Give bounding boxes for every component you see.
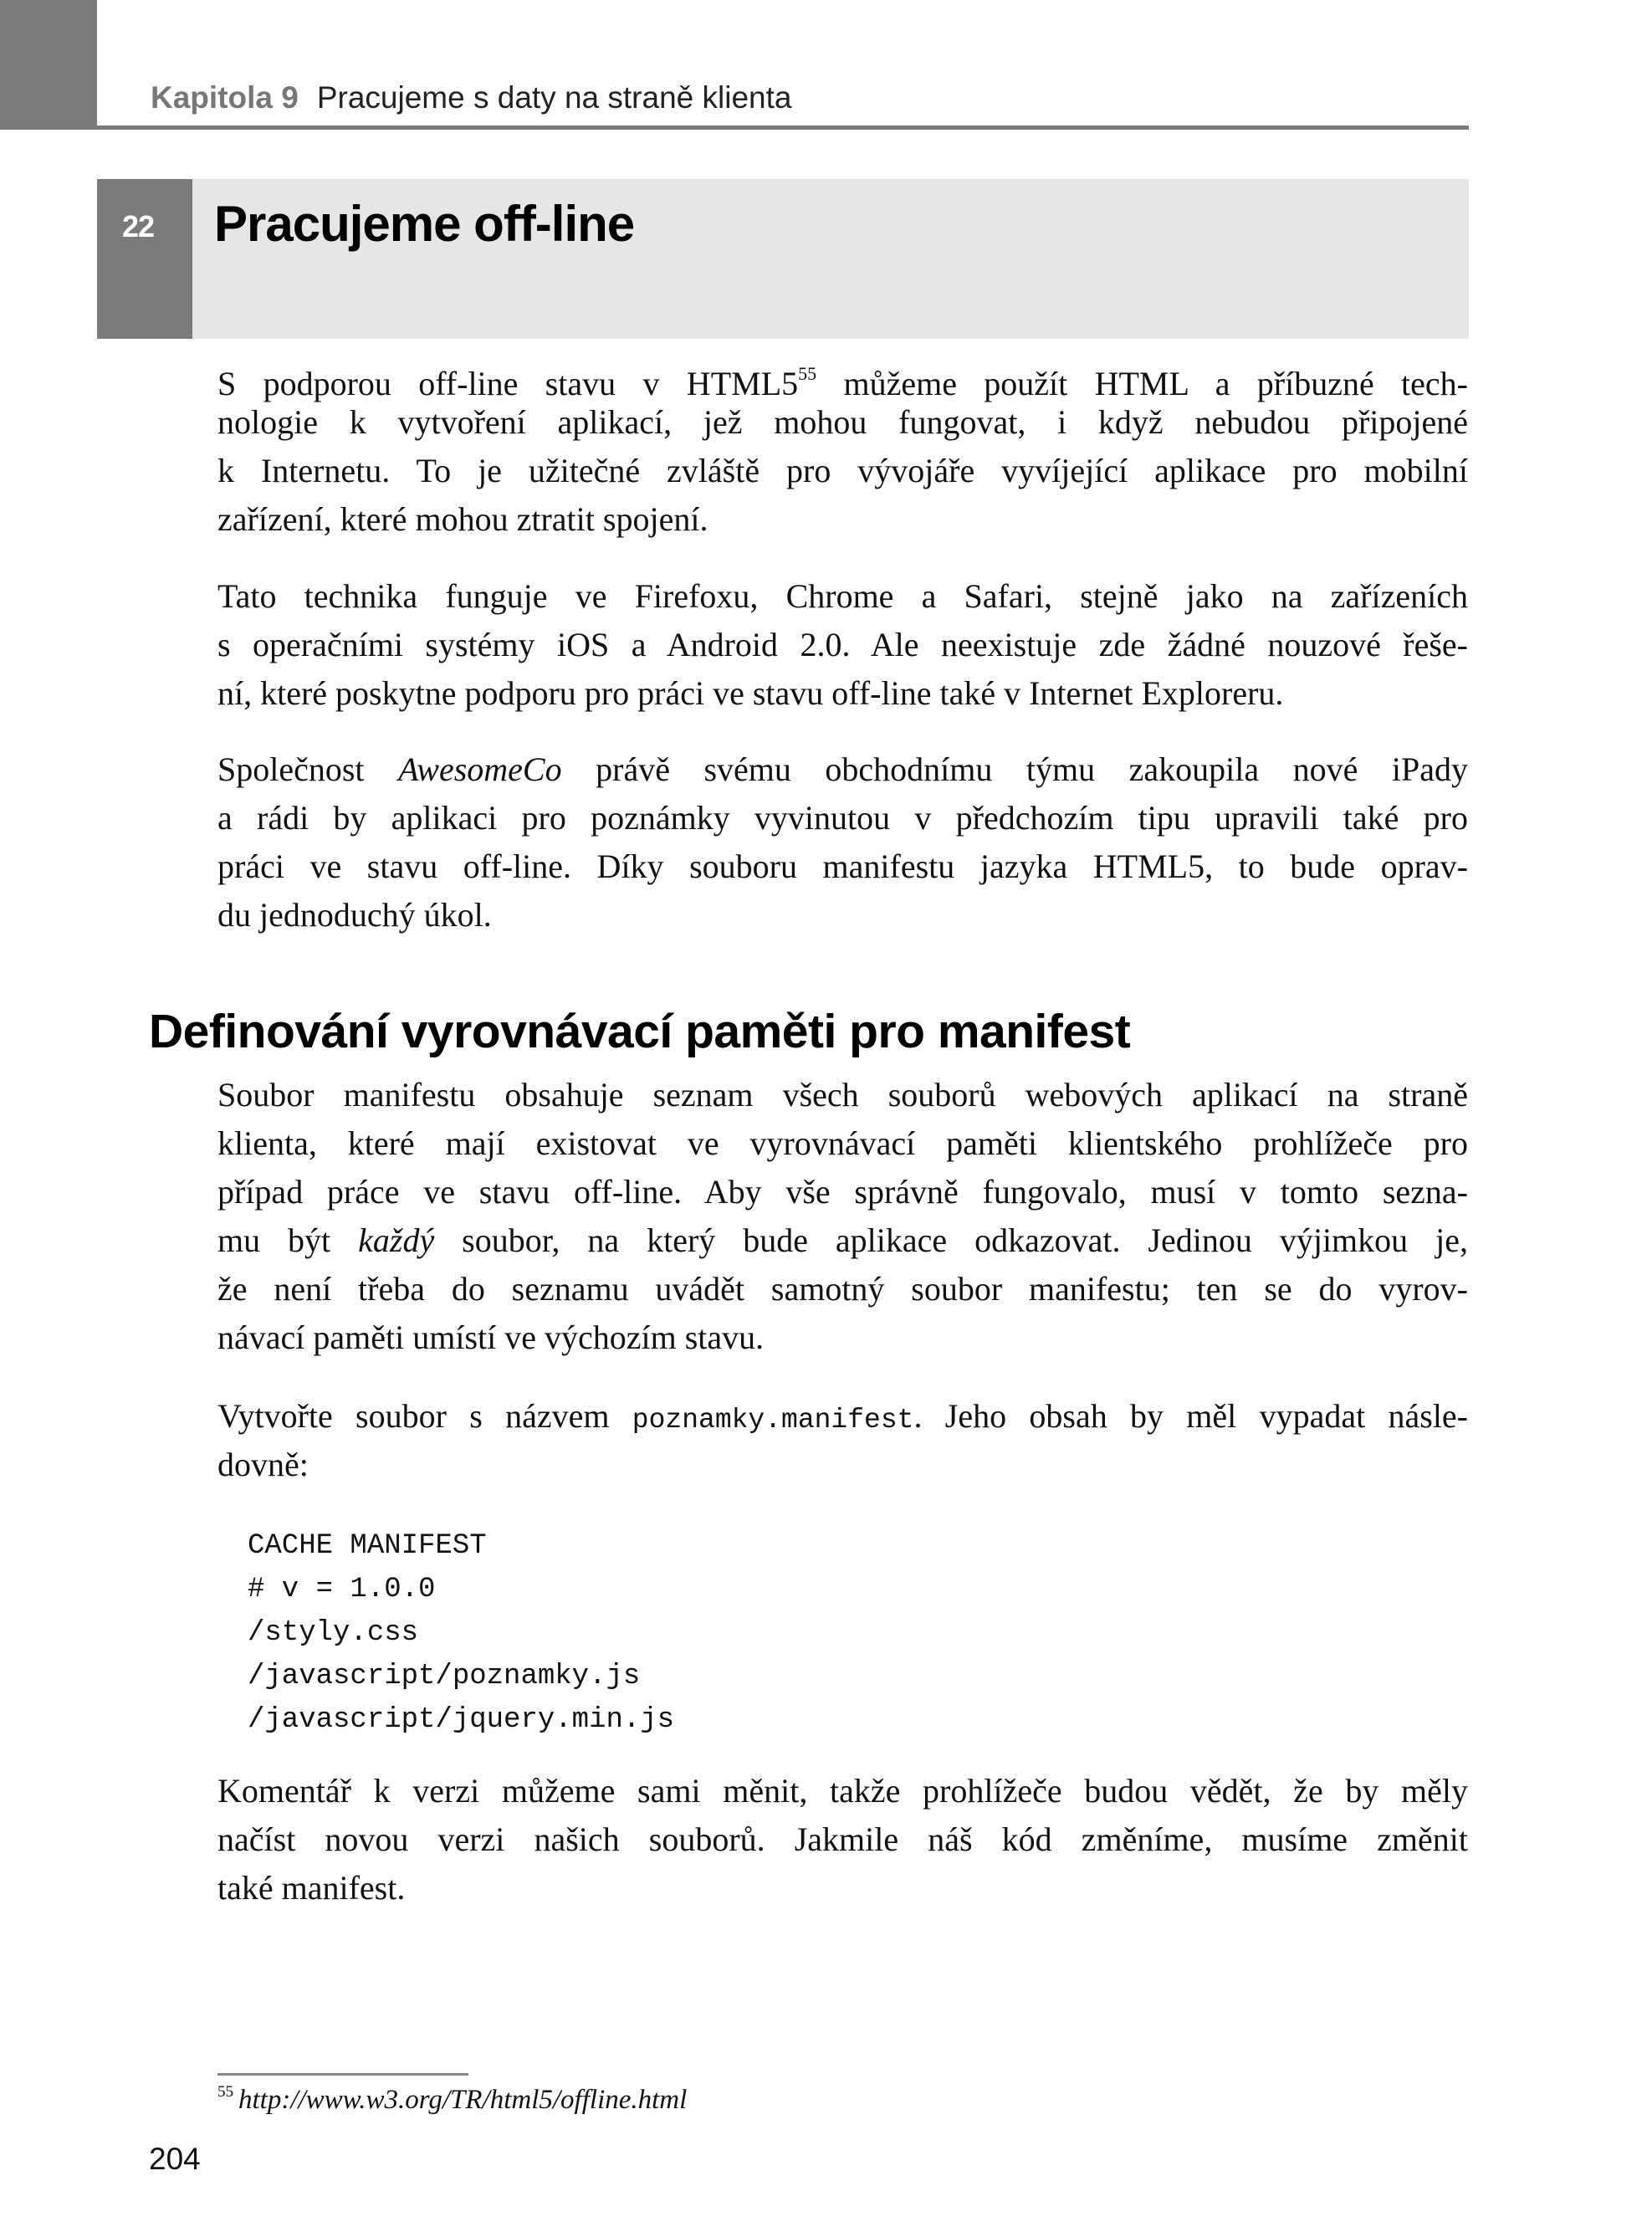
text-segment: du jednoduchý úkol. <box>217 896 492 934</box>
text-line <box>217 1265 1468 1313</box>
text-line <box>217 350 1468 402</box>
code-line: /javascript/poznamky.js <box>248 1661 641 1692</box>
text-segment: mu být <box>217 1221 359 1259</box>
code-line: /styly.css <box>248 1617 419 1649</box>
text-line <box>217 1392 1468 1441</box>
text-segment: S podporou off-line stavu v HTML5 <box>217 365 799 402</box>
text-line <box>217 1815 1468 1864</box>
text-segment: k Internetu. To je užitečné zvláště pro vývojáře vyvíjející aplikace pro mobilní <box>217 452 1468 489</box>
header-rule <box>97 125 1469 130</box>
paragraph <box>217 1071 1468 1362</box>
text-line <box>217 1216 1468 1265</box>
text-line <box>217 891 1468 939</box>
text-segment: můžeme použít HTML a příbuzné tech- <box>816 365 1468 402</box>
tip-title-box <box>97 179 1469 339</box>
text-segment: klienta, které mají existovat ve vyrovnávací paměti klientského prohlížeče pro <box>217 1124 1468 1162</box>
text-line <box>217 794 1468 842</box>
running-header <box>151 80 791 115</box>
code-block <box>248 1524 674 1742</box>
text-line <box>217 1071 1468 1119</box>
footnote-link[interactable]: http://www.w3.org/TR/html5/offline.html <box>238 2085 688 2115</box>
text-segment: Komentář k verzi můžeme sami měnit, takže prohlížeče budou vědět, že by měly <box>217 1772 1468 1810</box>
tip-number: 22 <box>122 209 155 243</box>
inline-code: poznamky.manifest <box>632 1405 914 1436</box>
paragraph <box>217 745 1468 939</box>
footnote-rule <box>217 2073 468 2076</box>
text-line <box>217 1441 1468 1489</box>
text-line <box>217 669 1468 718</box>
text-segment: návací paměti umístí ve výchozím stavu. <box>217 1318 765 1356</box>
text-line <box>217 745 1468 794</box>
text-line <box>217 1767 1468 1815</box>
chapter-title: Pracujeme s daty na straně klienta <box>316 80 792 115</box>
text-segment: že není třeba do seznamu uvádět samotný soubor manifestu; ten se do vyrov- <box>217 1270 1468 1308</box>
footnote-ref: 55 <box>798 363 817 384</box>
text-segment: s operačními systémy iOS a Android 2.0. Ale neexistuje zde žádné nouzové řeše- <box>217 626 1468 663</box>
tip-number-block <box>97 179 192 339</box>
text-segment: dovně: <box>217 1446 309 1483</box>
page-title: Pracujeme off-line <box>214 196 635 252</box>
code-line: # v = 1.0.0 <box>248 1574 436 1605</box>
paragraph <box>217 572 1468 718</box>
section-heading: Definování vyrovnávací paměti pro manifest <box>149 1005 1131 1058</box>
text-segment: Tato technika funguje ve Firefoxu, Chrome a Safari, stejně jako na zařízeních <box>217 577 1468 615</box>
text-line <box>217 1119 1468 1168</box>
text-line <box>217 842 1468 891</box>
text-segment: Vytvořte soubor s názvem <box>217 1397 632 1435</box>
code-line: /javascript/jquery.min.js <box>248 1704 675 1736</box>
text-segment: právě svému obchodnímu týmu zakoupila nové iPady <box>561 750 1469 788</box>
text-segment: Soubor manifestu obsahuje seznam všech souborů webových aplikací na straně <box>217 1076 1468 1114</box>
text-line <box>217 1864 1468 1912</box>
emphasis-text: AwesomeCo <box>398 750 562 788</box>
text-segment: nologie k vytvoření aplikací, jež mohou fungovat, i když nebudou připojené <box>217 403 1468 441</box>
chapter-number: Kapitola 9 <box>151 80 299 115</box>
page-number: 204 <box>149 2142 201 2176</box>
text-line <box>217 398 1468 447</box>
paragraph <box>217 350 1468 544</box>
text-segment: načíst novou verzi našich souborů. Jakmile náš kód změníme, musíme změnit <box>217 1820 1468 1858</box>
text-line <box>217 572 1468 621</box>
text-line <box>217 495 1468 544</box>
text-segment: také manifest. <box>217 1869 406 1907</box>
text-segment: případ práce ve stavu off-line. Aby vše správně fungovalo, musí v tomto sezna- <box>217 1173 1468 1211</box>
text-segment: ní, které poskytne podporu pro práci ve stavu off-line také v Internet Exploreru. <box>217 674 1284 712</box>
chapter-tab-bar <box>0 0 97 130</box>
paragraph <box>217 1392 1468 1489</box>
text-line <box>217 1313 1468 1362</box>
text-line <box>217 1168 1468 1216</box>
footnote-number: 55 <box>217 2083 233 2101</box>
code-line: CACHE MANIFEST <box>248 1530 487 1562</box>
emphasis-text: každý <box>358 1221 435 1259</box>
text-line <box>217 447 1468 495</box>
footnote <box>217 2083 687 2116</box>
text-line <box>217 621 1468 669</box>
text-segment: zařízení, které mohou ztratit spojení. <box>217 500 708 538</box>
paragraph <box>217 1767 1468 1912</box>
text-segment: práci ve stavu off-line. Díky souboru manifestu jazyka HTML5, to bude oprav- <box>217 847 1468 885</box>
text-segment: a rádi by aplikaci pro poznámky vyvinutou v předchozím tipu upravili také pro <box>217 799 1468 837</box>
text-segment: . Jeho obsah by měl vypadat násle- <box>913 1397 1469 1435</box>
text-segment: soubor, na který bude aplikace odkazovat. Jedinou výjimkou je, <box>434 1221 1468 1259</box>
text-segment: Společnost <box>217 750 399 788</box>
